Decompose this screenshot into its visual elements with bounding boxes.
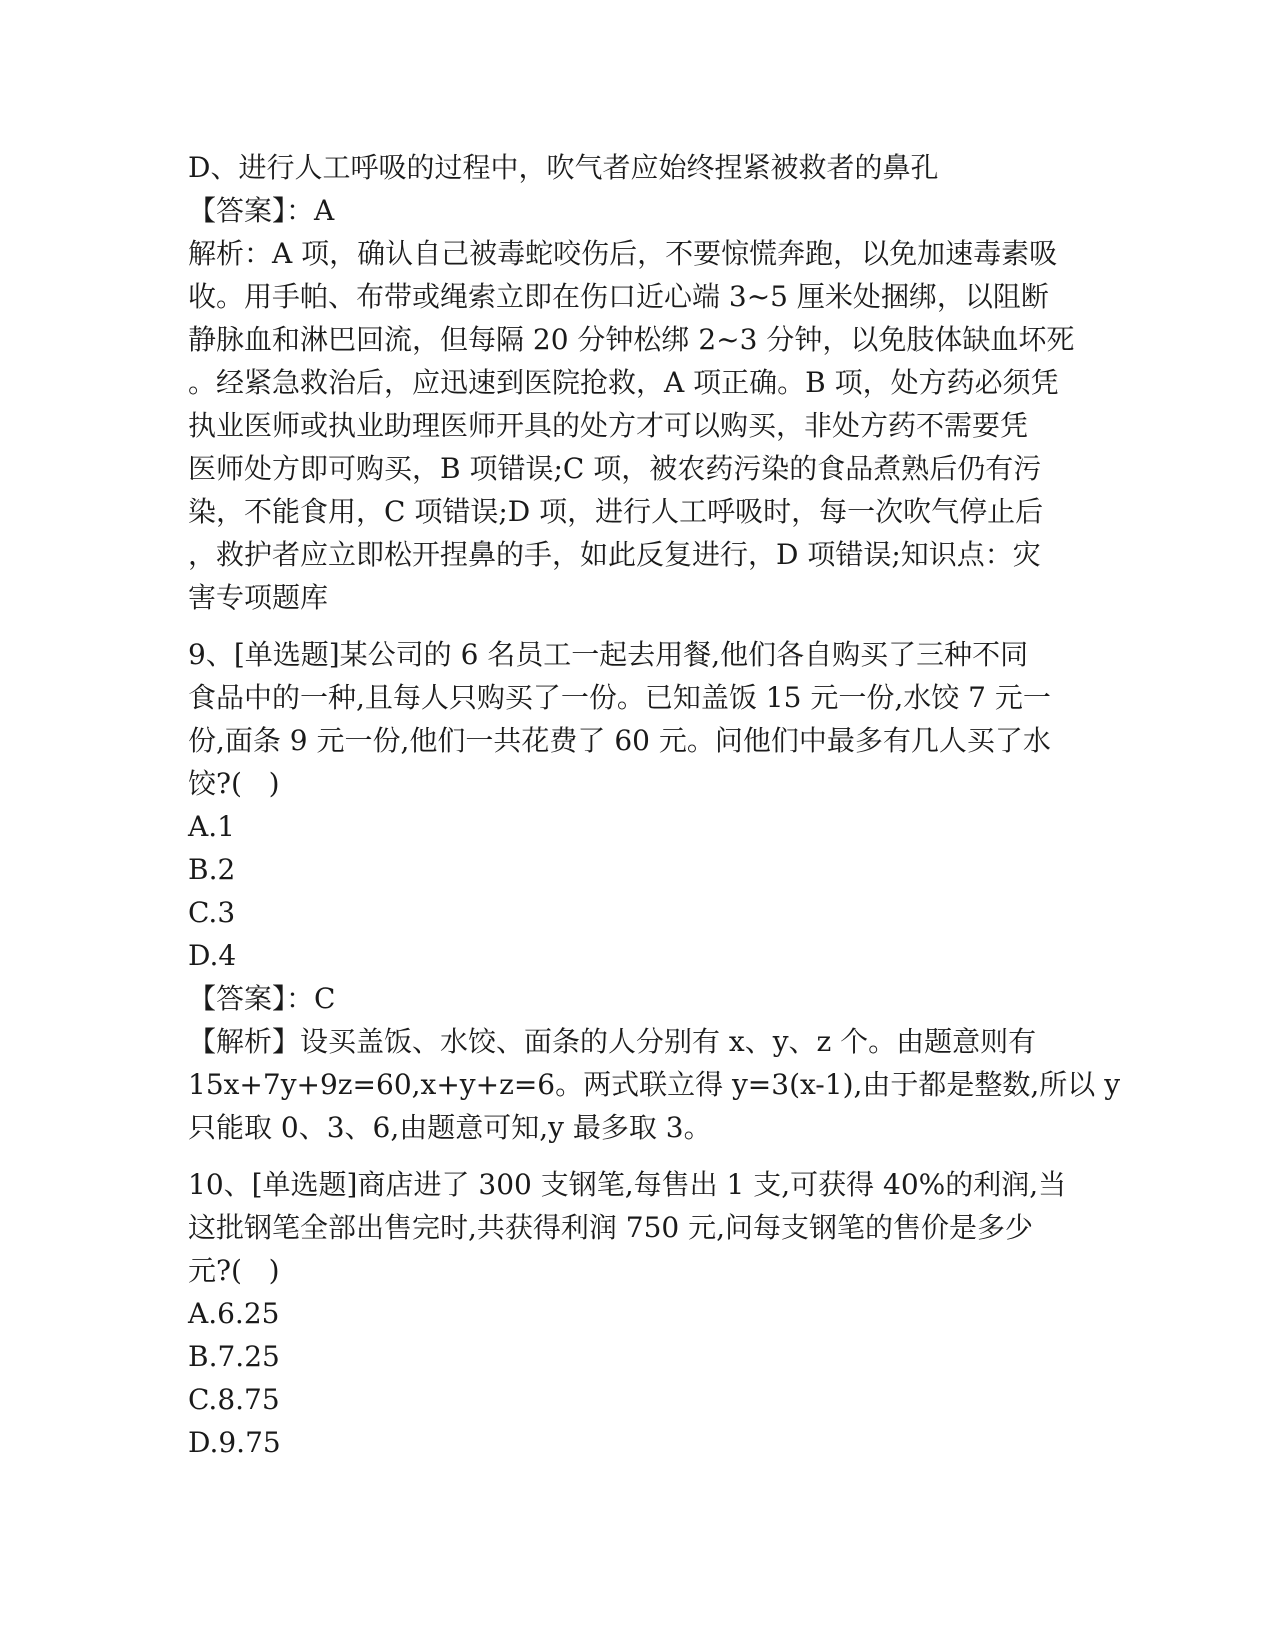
options-list	[188, 805, 1088, 977]
option-a: A.1	[188, 810, 235, 843]
question-stem	[188, 633, 1088, 805]
analysis-line: ，救护者应立即松开捏鼻的手，如此反复进行，D 项错误;知识点：灾	[188, 538, 1041, 571]
stem-line: 元?( )	[188, 1254, 280, 1287]
analysis-line: 染，不能食用，C 项错误;D 项，进行人工呼吸时，每一次吹气停止后	[188, 495, 1044, 528]
stem-line: 10、[单选题]商店进了 300 支钢笔,每售出 1 支,可获得 40%的利润,当	[188, 1168, 1067, 1201]
option-c: C.8.75	[188, 1383, 280, 1416]
analysis-line: 【解析】设买盖饭、水饺、面条的人分别有 x、y、z 个。由题意则有	[188, 1025, 1037, 1058]
option-d: D、进行人工呼吸的过程中，吹气者应始终捏紧被救者的鼻孔	[188, 151, 939, 184]
stem-line: 份,面条 9 元一份,他们一共花费了 60 元。问他们中最多有几人买了水	[188, 724, 1051, 757]
option-a: A.6.25	[188, 1297, 280, 1330]
question-stem	[188, 1163, 1088, 1292]
stem-line: 饺?( )	[188, 767, 280, 800]
question-9	[188, 633, 1121, 1149]
option-d: D.4	[188, 939, 237, 972]
option-b: B.2	[188, 853, 236, 886]
analysis-line: 执业医师或执业助理医师开具的处方才可以购买，非处方药不需要凭	[188, 409, 1029, 442]
document-page	[188, 146, 1121, 1464]
analysis	[188, 232, 1088, 619]
option-b: B.7.25	[188, 1340, 280, 1373]
analysis-line: 医师处方即可购买，B 项错误;C 项，被农药污染的食品煮熟后仍有污	[188, 452, 1042, 485]
analysis-line: 静脉血和淋巴回流，但每隔 20 分钟松绑 2~3 分钟，以免肢体缺血坏死	[188, 323, 1075, 356]
analysis-line: 只能取 0、3、6,由题意可知,y 最多取 3。	[188, 1111, 712, 1144]
answer-line: 【答案】：C	[188, 982, 336, 1015]
stem-line: 食品中的一种,且每人只购买了一份。已知盖饭 15 元一份,水饺 7 元一	[188, 681, 1051, 714]
stem-line: 这批钢笔全部出售完时,共获得利润 750 元,问每支钢笔的售价是多少	[188, 1211, 1034, 1244]
analysis-line: 害专项题库	[188, 581, 329, 614]
analysis	[188, 1020, 1121, 1149]
stem-line: 9、[单选题]某公司的 6 名员工一起去用餐,他们各自购买了三种不同	[188, 638, 1029, 671]
analysis-line: 收。用手帕、布带或绳索立即在伤口近心端 3~5 厘米处捆绑，以阻断	[188, 280, 1049, 313]
answer-line: 【答案】：A	[188, 194, 335, 227]
option-d: D.9.75	[188, 1426, 281, 1459]
question-10	[188, 1163, 1088, 1464]
analysis-line: 15x+7y+9z=60,x+y+z=6。两式联立得 y=3(x-1),由于都是整数,所以 y	[188, 1068, 1121, 1101]
options-list	[188, 1292, 1088, 1464]
question-8-tail	[188, 146, 1088, 619]
analysis-line: 。经紧急救治后，应迅速到医院抢救，A 项正确。B 项，处方药必须凭	[188, 366, 1059, 399]
option-c: C.3	[188, 896, 236, 929]
analysis-line: 解析：A 项，确认自己被毒蛇咬伤后，不要惊慌奔跑，以免加速毒素吸	[188, 237, 1058, 270]
